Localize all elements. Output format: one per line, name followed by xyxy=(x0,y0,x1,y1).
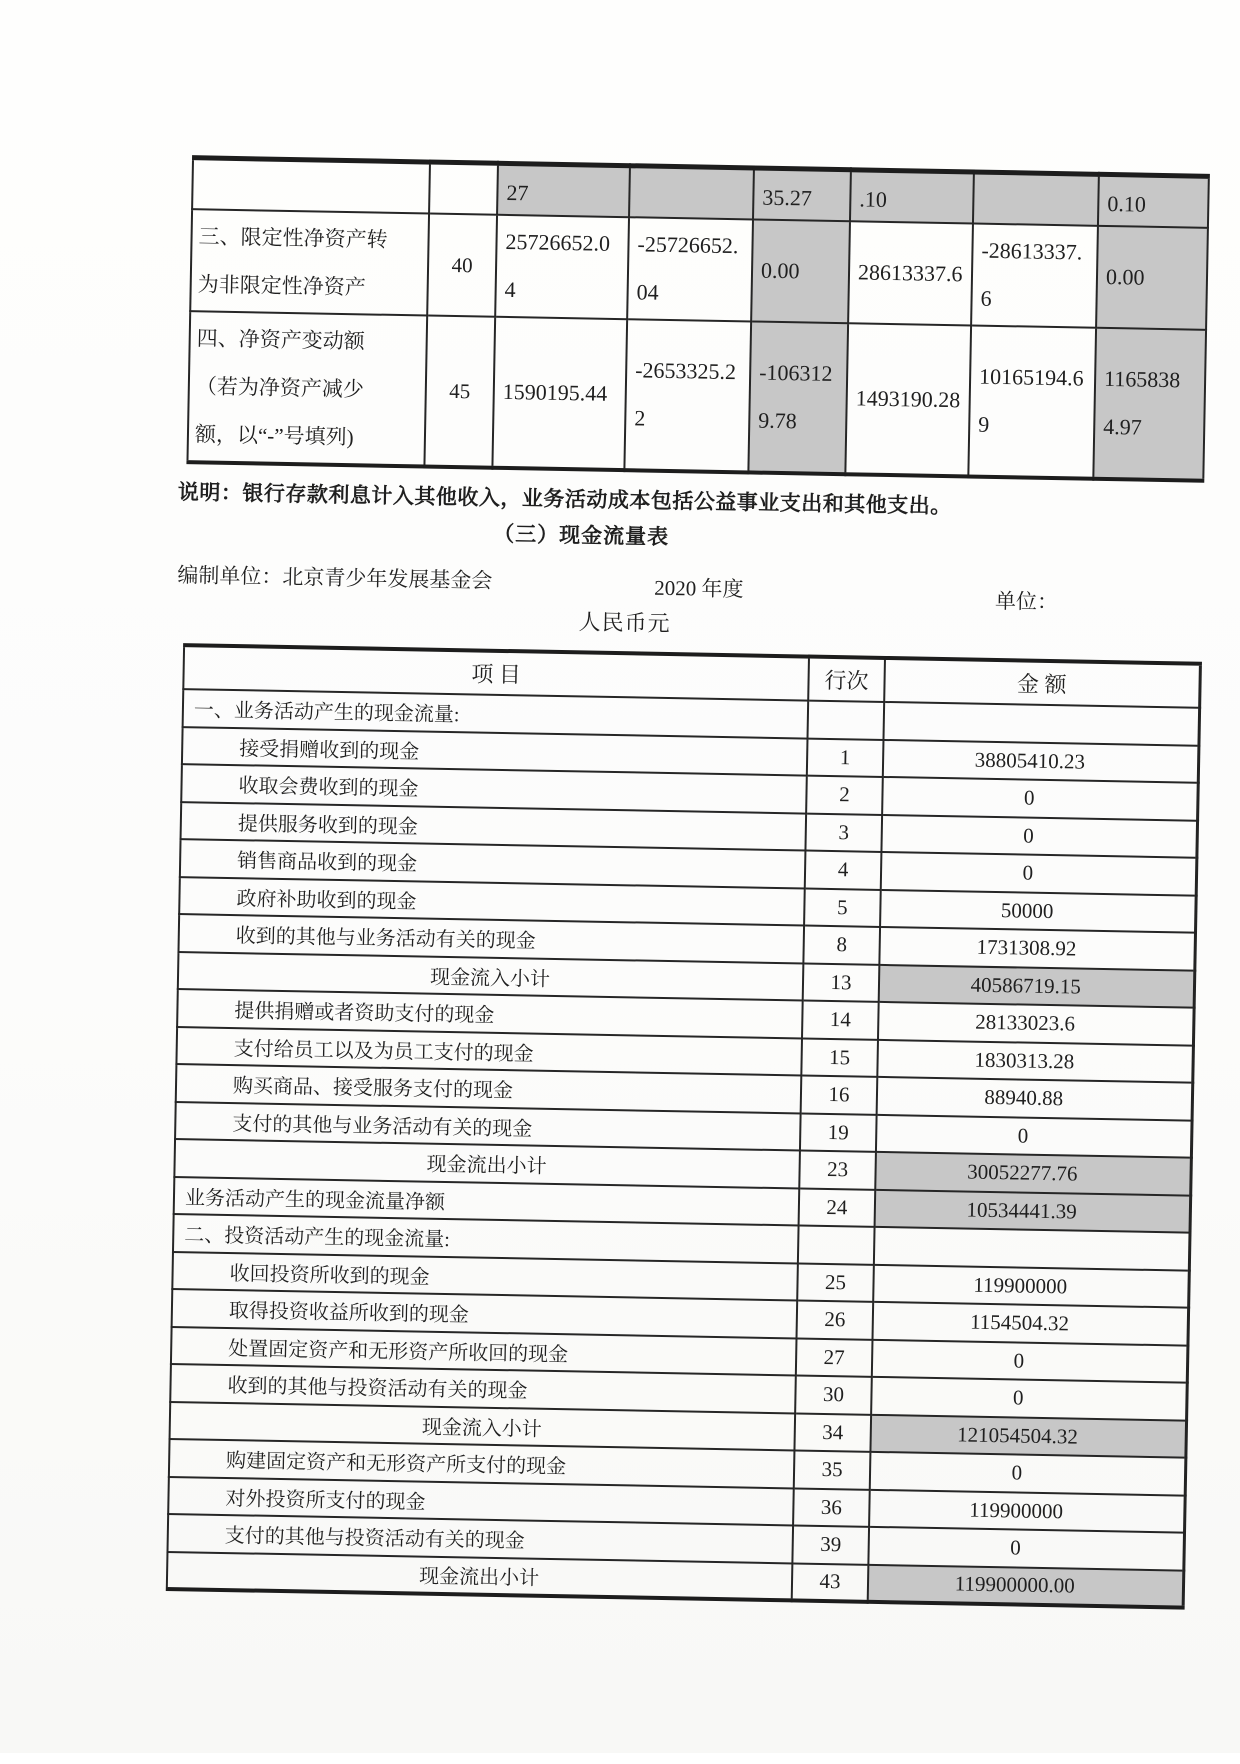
item-cell: 收到的其他与业务活动有关的现金 xyxy=(178,914,804,963)
header-amount: 金 额 xyxy=(884,658,1200,708)
cash-flow-table xyxy=(166,643,1202,1610)
amount-cell xyxy=(883,702,1199,745)
amount-cell: 40586719.15 xyxy=(879,964,1195,1007)
unit-label: 单位： xyxy=(994,588,1059,615)
item-cell: 提供服务收到的现金 xyxy=(181,802,807,851)
line-no-cell: 14 xyxy=(802,1001,879,1040)
item-cell: 取得投资收益所收到的现金 xyxy=(172,1289,798,1338)
amount-cell: 28613337.6 xyxy=(848,221,973,325)
amount-cell: -28613337.6 xyxy=(971,223,1098,327)
amount-cell: 50000 xyxy=(880,889,1196,932)
line-no-cell: 3 xyxy=(805,813,882,852)
item-label-cell: 四、净资产变动额 （若为净资产减少 额，以“-”号填列) xyxy=(187,311,427,466)
line-no-cell: 27 xyxy=(796,1338,873,1377)
item-cell: 收回投资所收到的现金 xyxy=(172,1252,798,1301)
amount-cell: 38805410.23 xyxy=(883,739,1199,782)
item-cell: 现金流出小计 xyxy=(174,1139,800,1188)
amount-cell: 1731308.92 xyxy=(879,927,1195,970)
table-row xyxy=(187,311,1206,481)
header-item: 项 目 xyxy=(183,645,809,700)
line-no-cell: 25 xyxy=(797,1263,874,1302)
item-cell: 支付给员工以及为员工支付的现金 xyxy=(176,1027,802,1076)
period-text: 2020 年度 xyxy=(654,575,744,602)
item-cell: 现金流出小计 xyxy=(167,1551,793,1600)
amount-cell: 35.27 xyxy=(753,168,851,221)
item-cell: 收取会费收到的现金 xyxy=(181,764,807,813)
table-row xyxy=(190,209,1208,330)
line-no-cell: 24 xyxy=(799,1188,876,1227)
item-cell: 业务活动产生的现金流量净额 xyxy=(174,1177,800,1226)
amount-cell: 0 xyxy=(876,1114,1192,1157)
item-cell: 购建固定资产和无形资产所支付的现金 xyxy=(169,1439,795,1488)
line-no-cell xyxy=(798,1225,875,1264)
amount-cell: 11658384.97 xyxy=(1093,327,1206,480)
item-cell: 对外投资所支付的现金 xyxy=(168,1476,794,1525)
line-no-cell: 45 xyxy=(424,315,495,467)
item-cell: 政府补助收到的现金 xyxy=(179,877,805,926)
item-cell: 提供捐赠或者资助支付的现金 xyxy=(177,989,803,1038)
amount-cell: 119900000.00 xyxy=(868,1564,1184,1607)
amount-cell xyxy=(973,172,1099,225)
amount-cell: 0 xyxy=(872,1339,1188,1382)
line-no-cell: 43 xyxy=(792,1563,869,1602)
amount-cell: 28133023.6 xyxy=(878,1002,1194,1045)
line-no-cell: 39 xyxy=(792,1525,869,1564)
item-cell: 购买商品、接受服务支付的现金 xyxy=(176,1064,802,1113)
item-cell: 现金流入小计 xyxy=(170,1401,796,1450)
amount-cell: 27 xyxy=(497,163,630,216)
line-no-cell: 5 xyxy=(804,888,881,927)
item-cell: 支付的其他与业务活动有关的现金 xyxy=(175,1102,801,1151)
amount-cell: 10534441.39 xyxy=(875,1189,1191,1232)
amount-cell xyxy=(629,166,754,219)
item-cell: 支付的其他与投资活动有关的现金 xyxy=(167,1514,793,1563)
amount-cell: 119900000 xyxy=(873,1264,1189,1307)
amount-cell: 1154504.32 xyxy=(872,1302,1188,1345)
line-no-cell: 30 xyxy=(795,1375,872,1414)
amount-cell: 0 xyxy=(881,852,1197,895)
line-no-cell: 15 xyxy=(801,1038,878,1077)
note-text: 说明：银行存款利息计入其他收入，业务活动成本包括公益事业支出和其他支出。 xyxy=(177,479,953,519)
item-cell: 一、业务活动产生的现金流量: xyxy=(183,689,809,738)
amount-cell: .10 xyxy=(850,170,974,223)
line-no-cell: 13 xyxy=(803,963,880,1002)
amount-cell: -1063129.78 xyxy=(748,321,848,474)
amount-cell xyxy=(874,1227,1190,1270)
amount-cell: 1590195.44 xyxy=(492,316,627,469)
line-no-cell: 4 xyxy=(805,851,882,890)
line-no-cell: 1 xyxy=(807,738,884,777)
section-title: （三）现金流量表 xyxy=(492,521,670,549)
line-no-cell xyxy=(808,701,885,740)
line-no-cell: 8 xyxy=(803,926,880,965)
line-no-cell: 35 xyxy=(794,1450,871,1489)
amount-cell: 25726652.04 xyxy=(495,214,629,318)
header-line-no: 行次 xyxy=(808,657,885,702)
amount-cell: 0 xyxy=(871,1377,1187,1420)
amount-cell: -25726652.04 xyxy=(627,217,753,321)
item-cell: 现金流入小计 xyxy=(178,952,804,1001)
amount-cell: 1830313.28 xyxy=(877,1039,1193,1082)
amount-cell: 0 xyxy=(882,777,1198,820)
item-cell: 处置固定资产和无形资产所收回的现金 xyxy=(171,1327,797,1376)
line-no-cell: 26 xyxy=(797,1300,874,1339)
amount-cell: 88940.88 xyxy=(877,1077,1193,1120)
item-label-cell: 三、限定性净资产转 为非限定性净资产 xyxy=(190,209,429,315)
item-cell: 二、投资活动产生的现金流量: xyxy=(173,1214,799,1263)
amount-cell: 121054504.32 xyxy=(870,1414,1186,1457)
line-no-cell: 40 xyxy=(427,213,497,316)
net-assets-carryover-table xyxy=(186,155,1209,482)
amount-cell: 0 xyxy=(870,1452,1186,1495)
item-label-cell xyxy=(192,158,430,213)
item-cell: 接受捐赠收到的现金 xyxy=(182,727,808,776)
line-no-cell: 16 xyxy=(801,1076,878,1115)
amount-cell: 0 xyxy=(868,1527,1184,1570)
amount-cell: 1493190.28 xyxy=(845,323,971,476)
unit-value: 人民币元 xyxy=(578,609,671,637)
amount-cell: 119900000 xyxy=(869,1489,1185,1532)
amount-cell: 0.10 xyxy=(1098,174,1209,227)
amount-cell: 0.00 xyxy=(751,219,850,323)
amount-cell: -2653325.22 xyxy=(624,319,751,472)
line-no-cell: 34 xyxy=(794,1413,871,1452)
line-no-cell xyxy=(429,162,498,214)
amount-cell: 30052277.76 xyxy=(875,1152,1191,1195)
line-no-cell: 36 xyxy=(793,1488,870,1527)
line-no-cell: 2 xyxy=(806,776,883,815)
amount-cell: 10165194.69 xyxy=(968,325,1096,478)
line-no-cell: 23 xyxy=(799,1150,876,1189)
item-cell: 收到的其他与投资活动有关的现金 xyxy=(170,1364,796,1413)
prepared-by-text: 编制单位：北京青少年发展基金会 xyxy=(177,562,493,593)
amount-cell: 0 xyxy=(881,814,1197,857)
item-cell: 销售商品收到的现金 xyxy=(180,839,806,888)
amount-cell: 0.00 xyxy=(1096,225,1208,329)
line-no-cell: 19 xyxy=(800,1113,877,1152)
